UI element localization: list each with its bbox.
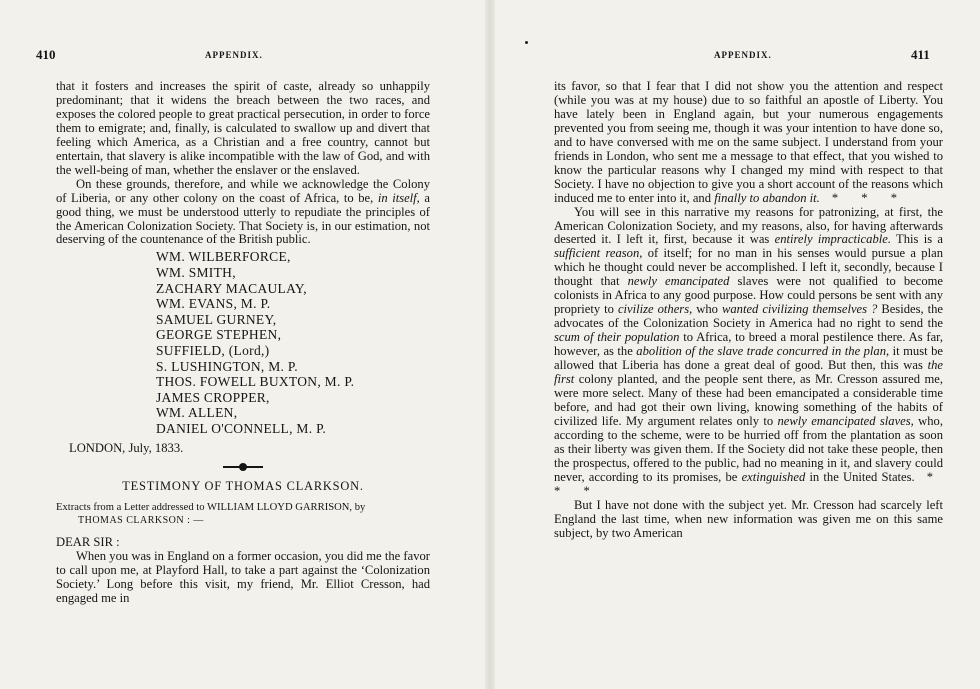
right-page <box>490 0 980 689</box>
signatory-name: DANIEL O'CONNELL, M. P. <box>156 420 327 436</box>
signatory-name: WM. WILBERFORCE, <box>156 249 291 265</box>
salutation: DEAR SIR : <box>56 535 120 550</box>
left-body <box>56 80 430 606</box>
letter-start: When you was in England on a former occasion, you did me the favor to call upon me, at Playford Hall, to take a part against the ‘Colonization Society.’ Long before this visit, my friend, Mr. Elliot Cresson, had engaged me in <box>56 549 430 606</box>
signatory-name: WM. ALLEN, <box>156 405 238 421</box>
right-paragraph-1: its favor, so that I fear that I did not show you the attention and respect (while you was at my house) due to so faithful an apostle of Liberty. You have lately been in England again, but your numerous engagements prevented you from seeing me, though it was your intention to have done so, and to have conversed with me on the same subject. I understand from your friends in London, who sent me a message to that effect, that you wished to know the particular reasons why I changed my mind with respect to that Society. I have no objection to give you a short account of the reasons which induced me to enter into it, and finally to abandon it. * * * <box>554 79 943 205</box>
signatory-name: SUFFIELD, (Lord,) <box>156 343 270 358</box>
left-paragraph-1: that it fosters and increases the spirit of caste, already so unhappily predominant; that it widens the breach between the two races, and exposes the colored people to great practical persecution, in order to force them to emigrate; and, finally, is calculated to swallow up and divert that feeling which America, as a Christian and a free country, cannot but entertain, that slavery is alike incompatible with the law of God, and with the well-being of man, whether the enslaver or the enslaved. <box>56 79 430 177</box>
signatory-name: JAMES CROPPER, <box>156 389 270 405</box>
signatory-name: ZACHARY MACAULAY, <box>156 280 307 296</box>
signatory-name: THOS. FOWELL BUXTON, M. P. <box>156 374 355 390</box>
right-paragraph-2: You will see in this narrative my reasons for patronizing, at first, the American Colonization Society, and my reasons, also, for having afterwards deserted it. I left it, first, because it was entirely impracticable. This is a sufficient reason, of itself; for no man in his senses would pursue a plan which he thought could never be accomplished. I left it, secondly, because I thought that newly emancipated slaves were not qualified to become colonists in Africa to any good purpose. How could persons be sent with any propriety to civilize others, who wanted civilizing themselves ? Besides, the advocates of the Colonization Society in America had no right to send the scum of their population to Africa, to breed a moral pestilence there. As far, however, as the abolition of the slave trade concurred in the plan, it must be allowed that Liberia has done a great deal of good. But then, this was the first colony planted, and the people sent there, as Mr. Cresson assured me, were more select. Many of these had been emancipated a considerable time before, and had got their own living, knowing something of the habits of civilized life. My argument relates only to newly emancipated slaves, who, according to the scheme, were to be hurried off from the plantation as soon as their liberty was given them. If the Society did not take these people, then the prospectus, offered to the public, had no meaning in it, and slavery could never, according to its promises, be extinguished in the United States. * * * <box>554 204 944 498</box>
section-heading: TESTIMONY OF THOMAS CLARKSON. <box>122 478 364 493</box>
right-paragraph-3: But I have not done with the subject yet. Mr. Cresson had scarcely left England the last time, when new information was given me on this same subject, by two American <box>554 497 943 540</box>
running-head-left: APPENDIX. <box>205 50 263 60</box>
signatory-name: WM. SMITH, <box>156 265 236 281</box>
signatory-name: S. LUSHINGTON, M. P. <box>156 358 298 374</box>
place-date: LONDON, July, 1833. <box>69 440 184 455</box>
left-paragraph-2: On these grounds, therefore, and while we acknowledge the Colony of Liberia, or any other colony on the coast of Africa, to be, in itself, a good thing, we must be understood utterly to repudiate the principles of the American Colonization Society. That Society is, in our estimation, not deserving of the countenance of the British public. <box>56 176 430 247</box>
signatory-name: WM. EVANS, M. P. <box>156 296 271 312</box>
running-head-right: APPENDIX. <box>714 50 772 60</box>
signatory-name: SAMUEL GURNEY, <box>156 311 277 327</box>
extracts-caption: Extracts from a Letter addressed to WILLIAM LLOYD GARRISON, by THOMAS CLARKSON : — <box>56 502 366 527</box>
ornamental-rule <box>223 460 263 474</box>
page-number-right: 411 <box>911 47 930 62</box>
page-number-left: 410 <box>36 47 56 62</box>
right-body <box>554 80 943 540</box>
signatories-list <box>156 249 430 436</box>
signatory-name: GEORGE STEPHEN, <box>156 327 282 343</box>
print-speck <box>525 41 528 44</box>
